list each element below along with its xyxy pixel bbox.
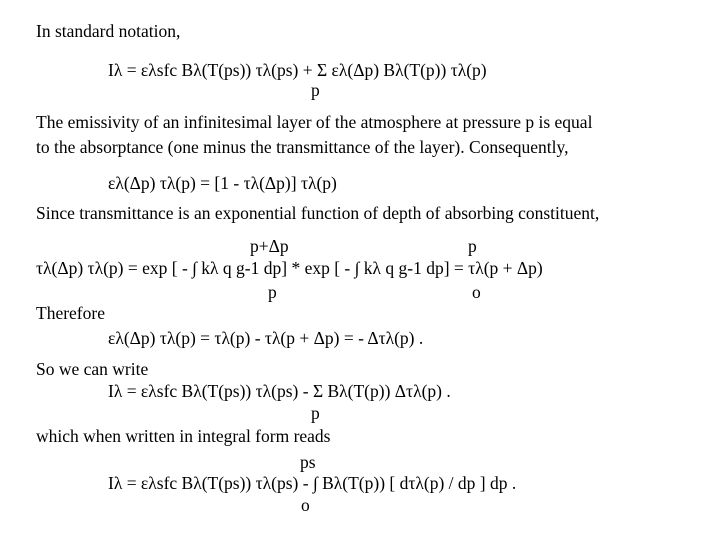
equation-radiance-integral: Iλ = ελsfc Bλ(T(ps)) τλ(ps) - ∫ Bλ(T(p)) [ dτλ(p) / dp ] dp .: [108, 473, 517, 493]
equation-integral-lower-limit: p: [268, 282, 277, 302]
equation-integral-upper-limit: p+Δp: [250, 236, 289, 256]
equation-radiance-sum: Iλ = ελsfc Bλ(T(ps)) τλ(ps) + Σ ελ(Δp) Bλ(T(p)) τλ(p): [108, 60, 487, 80]
equation-integral-lower-limit: o: [472, 282, 481, 302]
equation-integral-upper-limit: ps: [300, 452, 316, 472]
paragraph-line: Since transmittance is an exponential function of depth of absorbing constituent,: [36, 203, 600, 223]
equation-emissivity: ελ(Δp) τλ(p) = [1 - τλ(Δp)] τλ(p): [108, 173, 337, 193]
paragraph-line: So we can write: [36, 359, 149, 379]
paragraph-line: The emissivity of an infinitesimal layer of the atmosphere at pressure p is equal: [36, 112, 593, 132]
paragraph-line: Therefore: [36, 303, 105, 323]
text-line: In standard notation,: [36, 21, 181, 41]
paragraph-line: which when written in integral form reads: [36, 426, 331, 446]
equation-sum-index: p: [311, 403, 320, 423]
equation-integral-lower-limit: o: [301, 495, 310, 515]
equation-transmittance-product: τλ(Δp) τλ(p) = exp [ - ∫ kλ q g-1 dp] * exp [ - ∫ kλ q g-1 dp] = τλ(p + Δp): [36, 258, 543, 278]
equation-radiance-discrete: Iλ = ελsfc Bλ(T(ps)) τλ(ps) - Σ Bλ(T(p)) Δτλ(p) .: [108, 381, 451, 401]
equation-emissivity-difference: ελ(Δp) τλ(p) = τλ(p) - τλ(p + Δp) = - Δτλ(p) .: [108, 328, 424, 348]
equation-integral-upper-limit: p: [468, 236, 477, 256]
paragraph-line: to the absorptance (one minus the transmittance of the layer). Consequently,: [36, 137, 569, 157]
equation-sum-index: p: [311, 80, 320, 100]
